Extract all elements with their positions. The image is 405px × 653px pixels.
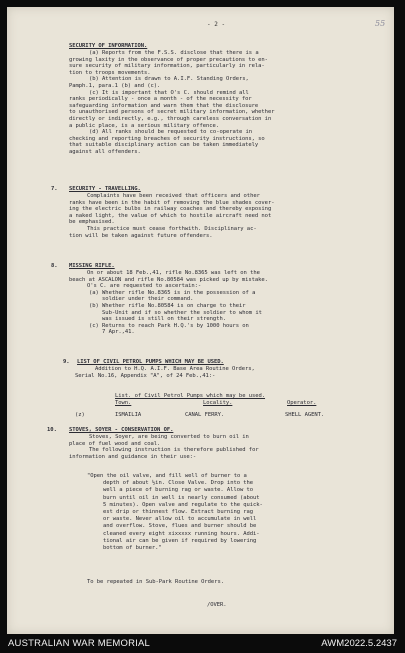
s7-line: tion will be taken against future offenders. (69, 232, 213, 239)
section-7-number: 7. (51, 186, 58, 192)
footer-archive-name: AUSTRALIAN WAR MEMORIAL (8, 638, 151, 649)
s10q-line: well a piece of burning rag or waste. Allow to (103, 487, 254, 494)
section-6-title: SECURITY OF INFORMATION. (69, 43, 148, 49)
s6-line: that suitable disciplinary action can be taken immediately (69, 142, 259, 149)
section-8-title: MISSING RIFLE. (69, 263, 115, 269)
pump-column-operator: Operator. (287, 400, 317, 406)
s6-line: growing laxity in the observance of proper precautions to en- (69, 56, 268, 63)
s8-line: soldier under their command. (89, 296, 194, 303)
s6-line: ranks periodically - once a month - of the necessity for (69, 96, 252, 103)
pump-row-operator: SHELL AGENT. (285, 412, 325, 418)
s6-line: Pamph.1, para.1 (b) and (c). (69, 83, 161, 89)
s10q-line: cleaned every eight xixxxxx running hours. Addi- (103, 530, 260, 537)
s10q-line: "Open the oil valve, and fill well of burner to a (87, 473, 247, 479)
s8-line: (b) Whether rifle No.80584 is on charge to their (89, 303, 246, 309)
s10q-line: depth of about ½in. Close Valve. Drop into the (103, 480, 254, 487)
s6-line: a public place, is a serious military offence. (69, 122, 220, 129)
pump-column-locality: Locality. (203, 400, 233, 406)
s6-line: checking and reporting breaches of security instructions, so (69, 135, 265, 142)
s10-line: The following instruction is therefore published for (89, 447, 259, 454)
s6-line: (b) Attention is drawn to A.I.F. Standing Orders, (89, 76, 249, 83)
s10q-line: est drip or thinnest flow. Extract burning rag (103, 509, 254, 515)
s10q-line: tional air can be given if required by lowering (103, 537, 257, 544)
s10-line: Stoves, Soyer, are being converted to burn oil in (89, 434, 249, 440)
s6-line: to unauthorised persons of secret military information, whether (69, 109, 275, 116)
s8-line: 7 Apr.,41. (89, 329, 135, 336)
s10-line: place of fuel wood and coal. (69, 440, 161, 447)
section-8-number: 8. (51, 263, 58, 269)
s8-line: (c) Returns to reach Park H.Q.'s by 1000 hours on (89, 322, 249, 329)
s8-line: On or about 18 Feb.,41, rifle No.8365 was left on the (87, 270, 260, 276)
s6-line: directly or indirectly, e.g., through careless conversation in (69, 116, 272, 122)
s6-line: against all offenders. (69, 149, 141, 155)
pump-list-subtitle: List. of Civil Petrol Pumps which may be used. (115, 393, 266, 399)
page-number: - 2 - (207, 21, 226, 28)
section-10-number: 10. (47, 427, 57, 433)
s6-line: safeguarding information and warn them that the disclosure (69, 102, 259, 109)
s10-line: information and guidance in their use:- (69, 453, 197, 460)
section-10-title: STOVES, SOYER - CONSERVATION OF. (69, 427, 174, 433)
s10q-line: and overflow. Stove, flues and burner should be (103, 523, 257, 530)
section-9-title: LIST OF CIVIL PETROL PUMPS WHICH MAY BE USED. (77, 359, 224, 365)
pump-row-town: ISMAILIA (115, 412, 142, 418)
pump-row-ref: (z) (75, 412, 85, 418)
s10q-line: burn until oil in well is nearly consumed (about (103, 494, 260, 501)
s9-line: Addition to H.Q. A.I.F. Base Area Routine Orders, (95, 366, 255, 372)
s10q-line: 5 minutes). Open valve and regulate to the quick- (103, 501, 263, 508)
s8-line: beach at ASCALON and rifle No.80584 was picked up by mistake. (69, 276, 268, 283)
over-marker: /OVER. (207, 602, 227, 608)
s10q-line: bottom of burner." (103, 545, 162, 551)
pump-row-locality: CANAL FERRY. (185, 412, 225, 418)
repeat-instruction: To be repeated in Sub-Park Routine Orders. (87, 579, 224, 585)
s6-line: (a) Reports from the F.S.S. disclose that there is a (89, 50, 259, 56)
archive-footer (0, 636, 405, 653)
s8-line: (a) Whether rifle No.8365 is in the possession of a (89, 289, 256, 296)
s6-line: tion to troops movements. (69, 69, 151, 76)
s8-line: was issued is still on their strength. (89, 316, 226, 323)
pump-column-town: Town. (115, 400, 132, 406)
section-7-title: SECURITY - TRAVELLING. (69, 186, 141, 192)
s7-line: ing the electric bulbs in railway coaches and thereby exposing (69, 206, 272, 213)
s7-line: This practice must cease forthwith. Disciplinary ac- (87, 226, 257, 232)
s7-line: be emphasised. (69, 219, 115, 226)
handwritten-page-number: 55 (375, 19, 386, 28)
s6-line: sure security of military information, particularly in rela- (69, 63, 265, 70)
s7-line: Complaints have been received that officers and other (87, 193, 260, 199)
s7-line: a naked light, the value of which to hostile aircraft need not (69, 212, 272, 219)
s8-line: Sub-Unit and if so whether the soldier to whom it (89, 309, 262, 316)
s9-line: Serial No.16, Appendix "A", of 24 Feb.,41:- (75, 372, 216, 379)
s6-line: (d) All ranks should be requested to co-operate in (89, 129, 253, 136)
footer-reference-id: AWM2022.5.2437 (321, 638, 397, 649)
section-9-number: 9. (63, 359, 70, 365)
s7-line: ranks have been in the habit of removing the blue shades cover- (69, 199, 275, 206)
s8-line: O's C. are requested to ascertain:- (87, 283, 202, 290)
s6-line: (c) It is important that O's C. should remind all (89, 89, 249, 96)
document-page (7, 7, 394, 634)
s10q-line: or waste. Never allow oil to accumulate in well (103, 516, 257, 523)
